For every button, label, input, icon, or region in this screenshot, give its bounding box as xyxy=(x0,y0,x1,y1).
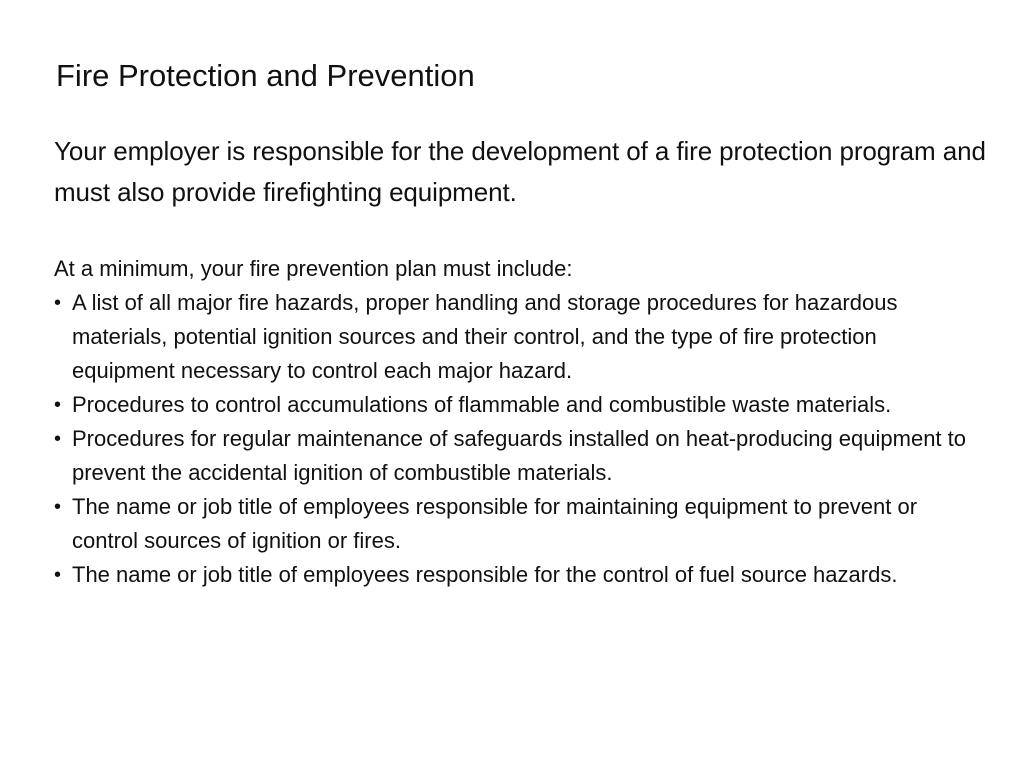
list-item xyxy=(54,558,984,592)
list-item-text: Procedures for regular maintenance of safeguards installed on heat-producing equipment to prevent the accidental ignition of combustible materials. xyxy=(72,426,966,485)
list-item-text: A list of all major fire hazards, proper handling and storage procedures for hazardous materials, potential ignition sources and their control, and the type of fire protection equipment necessary to control each major hazard. xyxy=(72,290,898,383)
plan-requirements-list xyxy=(54,286,984,592)
bullet-point-icon: • xyxy=(54,394,62,416)
slide-title: Fire Protection and Prevention xyxy=(56,58,475,93)
plan-lead-text: At a minimum, your fire prevention plan must include: xyxy=(54,256,573,281)
bullet-point-icon: • xyxy=(54,496,62,518)
list-item xyxy=(54,422,984,490)
list-item xyxy=(54,388,984,422)
fire-prevention-plan-section xyxy=(54,252,984,592)
bullet-point-icon: • xyxy=(54,564,62,586)
bullet-point-icon: • xyxy=(54,428,62,450)
list-item xyxy=(54,490,984,558)
list-item-text: The name or job title of employees responsible for the control of fuel source hazards. xyxy=(72,562,898,587)
list-item xyxy=(54,286,984,388)
bullet-point-icon: • xyxy=(54,292,62,314)
list-item-text: Procedures to control accumulations of flammable and combustible waste materials. xyxy=(72,392,892,417)
intro-paragraph: Your employer is responsible for the development of a fire protection program and must also provide firefighting equipment. xyxy=(54,136,986,207)
list-item-text: The name or job title of employees responsible for maintaining equipment to prevent or control sources of ignition or fires. xyxy=(72,494,918,553)
